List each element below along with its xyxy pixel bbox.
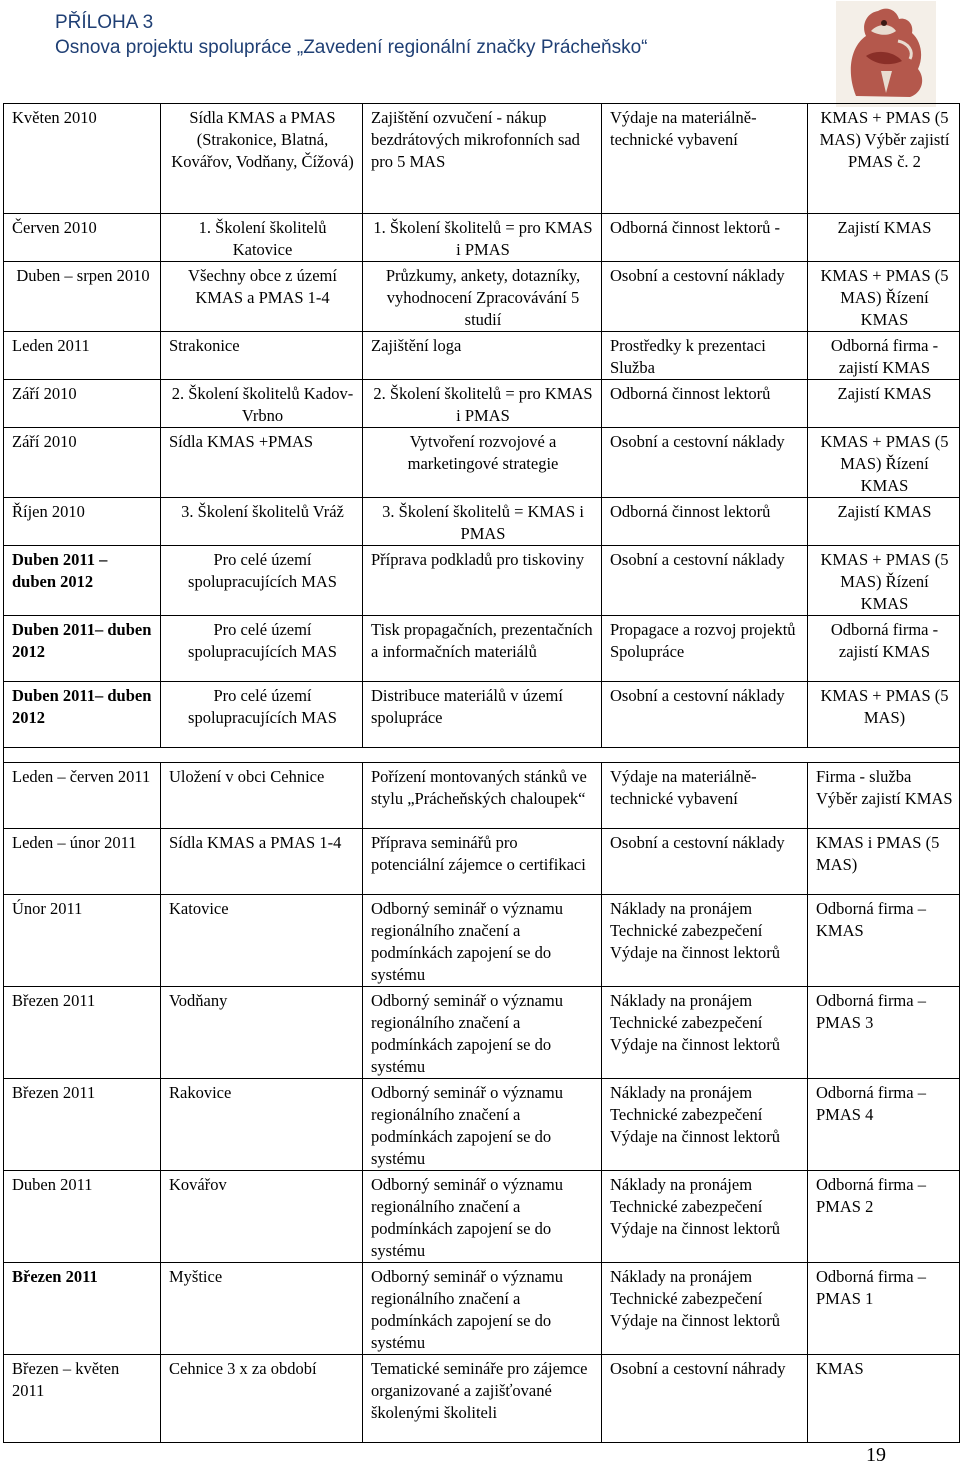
table-row xyxy=(4,895,960,987)
cost-cell: Osobní a cestovní náklady xyxy=(602,546,808,616)
cost-cell: Osobní a cestovní náklady xyxy=(602,682,808,748)
responsible-cell: Zajistí KMAS xyxy=(808,214,960,262)
place-cell: Pro celé území spolupracujících MAS xyxy=(161,546,363,616)
responsible-cell: KMAS xyxy=(808,1355,960,1443)
cost-cell: Náklady na pronájem Technické zabezpečení Výdaje na činnost lektorů xyxy=(602,1079,808,1171)
place-cell: 2. Školení školitelů Kadov-Vrbno xyxy=(161,380,363,428)
place-cell: Sídla KMAS +PMAS xyxy=(161,428,363,498)
activity-cell: Odborný seminář o významu regionálního značení a podmínkách zapojení se do systému xyxy=(363,1171,602,1263)
responsible-cell: Zajistí KMAS xyxy=(808,380,960,428)
cost-cell: Odborná činnost lektorů xyxy=(602,498,808,546)
date-cell: Duben 2011– duben 2012 xyxy=(4,682,161,748)
place-cell: Kovářov xyxy=(161,1171,363,1263)
responsible-cell: Odborná firma - zajistí KMAS xyxy=(808,616,960,682)
place-cell: Vodňany xyxy=(161,987,363,1079)
document-subtitle: Osnova projektu spolupráce „Zavedení regionální značky Prácheňsko“ xyxy=(55,37,648,58)
activity-cell: Zajištění loga xyxy=(363,332,602,380)
cost-cell: Výdaje na materiálně-technické vybavení xyxy=(602,104,808,214)
section-gap xyxy=(4,748,960,763)
date-cell: Říjen 2010 xyxy=(4,498,161,546)
cost-cell: Osobní a cestovní náklady xyxy=(602,262,808,332)
responsible-cell: KMAS + PMAS (5 MAS) Řízení KMAS xyxy=(808,428,960,498)
date-cell: Leden – únor 2011 xyxy=(4,829,161,895)
page-number: 19 xyxy=(866,1444,886,1466)
activity-cell: 3. Školení školitelů = KMAS i PMAS xyxy=(363,498,602,546)
table-row xyxy=(4,380,960,428)
responsible-cell: Odborná firma – PMAS 4 xyxy=(808,1079,960,1171)
table-row xyxy=(4,616,960,682)
date-cell: Květen 2010 xyxy=(4,104,161,214)
date-cell: Březen 2011 xyxy=(4,1079,161,1171)
cost-cell: Propagace a rozvoj projektů Spolupráce xyxy=(602,616,808,682)
place-cell: 3. Školení školitelů Vráž xyxy=(161,498,363,546)
responsible-cell: KMAS + PMAS (5 MAS) Výběr zajistí PMAS č. 2 xyxy=(808,104,960,214)
table-row xyxy=(4,104,960,214)
table-row xyxy=(4,546,960,616)
cost-cell: Odborná činnost lektorů - xyxy=(602,214,808,262)
table-row xyxy=(4,1079,960,1171)
date-cell: Červen 2010 xyxy=(4,214,161,262)
table-row xyxy=(4,987,960,1079)
table-row xyxy=(4,428,960,498)
cost-cell: Prostředky k prezentaci Služba xyxy=(602,332,808,380)
responsible-cell: Zajistí KMAS xyxy=(808,498,960,546)
place-cell: Všechny obce z území KMAS a PMAS 1-4 xyxy=(161,262,363,332)
date-cell: Březen 2011 xyxy=(4,1263,161,1355)
activity-cell: Zajištění ozvučení - nákup bezdrátových mikrofonních sad pro 5 MAS xyxy=(363,104,602,214)
activity-cell: Distribuce materiálů v území spolupráce xyxy=(363,682,602,748)
place-cell: Katovice xyxy=(161,895,363,987)
date-cell: Duben – srpen 2010 xyxy=(4,262,161,332)
cost-cell: Náklady na pronájem Technické zabezpečení Výdaje na činnost lektorů xyxy=(602,1171,808,1263)
responsible-cell: Firma - služba Výběr zajistí KMAS xyxy=(808,763,960,829)
activity-cell: Tematické semináře pro zájemce organizované a zajišťované školenými školiteli xyxy=(363,1355,602,1443)
place-cell: Sídla KMAS a PMAS 1-4 xyxy=(161,829,363,895)
cost-cell: Osobní a cestovní náklady xyxy=(602,829,808,895)
activity-cell: Příprava seminářů pro potenciální zájemce o certifikaci xyxy=(363,829,602,895)
activity-cell: Průzkumy, ankety, dotazníky, vyhodnocení Zpracovávání 5 studií xyxy=(363,262,602,332)
activity-cell: Vytvoření rozvojové a marketingové strategie xyxy=(363,428,602,498)
responsible-cell: KMAS i PMAS (5 MAS) xyxy=(808,829,960,895)
responsible-cell: Odborná firma – PMAS 1 xyxy=(808,1263,960,1355)
responsible-cell: KMAS + PMAS (5 MAS) Řízení KMAS xyxy=(808,546,960,616)
date-cell: Duben 2011 xyxy=(4,1171,161,1263)
place-cell: Rakovice xyxy=(161,1079,363,1171)
responsible-cell: Odborná firma – KMAS xyxy=(808,895,960,987)
cost-cell: Náklady na pronájem Technické zabezpečení Výdaje na činnost lektorů xyxy=(602,987,808,1079)
date-cell: Únor 2011 xyxy=(4,895,161,987)
date-cell: Duben 2011– duben 2012 xyxy=(4,616,161,682)
responsible-cell: KMAS + PMAS (5 MAS) Řízení KMAS xyxy=(808,262,960,332)
table-row xyxy=(4,1355,960,1443)
place-cell: Pro celé území spolupracujících MAS xyxy=(161,682,363,748)
place-cell: Sídla KMAS a PMAS (Strakonice, Blatná, Kovářov, Vodňany, Čížová) xyxy=(161,104,363,214)
responsible-cell: KMAS + PMAS (5 MAS) xyxy=(808,682,960,748)
place-cell: 1. Školení školitelů Katovice xyxy=(161,214,363,262)
date-cell: Září 2010 xyxy=(4,428,161,498)
place-cell: Strakonice xyxy=(161,332,363,380)
table-row xyxy=(4,829,960,895)
project-schedule-table xyxy=(3,103,960,1443)
activity-cell: Tisk propagačních, prezentačních a informačních materiálů xyxy=(363,616,602,682)
table-row xyxy=(4,498,960,546)
place-cell: Cehnice 3 x za období xyxy=(161,1355,363,1443)
gap-cell xyxy=(4,748,960,763)
cost-cell: Odborná činnost lektorů xyxy=(602,380,808,428)
table-row xyxy=(4,682,960,748)
cost-cell: Náklady na pronájem Technické zabezpečení Výdaje na činnost lektorů xyxy=(602,1263,808,1355)
date-cell: Leden 2011 xyxy=(4,332,161,380)
cost-cell: Náklady na pronájem Technické zabezpečení Výdaje na činnost lektorů xyxy=(602,895,808,987)
date-cell: Leden – červen 2011 xyxy=(4,763,161,829)
place-cell: Uložení v obci Cehnice xyxy=(161,763,363,829)
cost-cell: Osobní a cestovní náklady xyxy=(602,428,808,498)
date-cell: Březen 2011 xyxy=(4,987,161,1079)
table-row xyxy=(4,763,960,829)
activity-cell: Odborný seminář o významu regionálního značení a podmínkách zapojení se do systému xyxy=(363,1079,602,1171)
date-cell: Březen – květen 2011 xyxy=(4,1355,161,1443)
table-row xyxy=(4,1263,960,1355)
activity-cell: 2. Školení školitelů = pro KMAS i PMAS xyxy=(363,380,602,428)
table-row xyxy=(4,1171,960,1263)
cost-cell: Výdaje na materiálně-technické vybavení xyxy=(602,763,808,829)
responsible-cell: Odborná firma – PMAS 2 xyxy=(808,1171,960,1263)
activity-cell: 1. Školení školitelů = pro KMAS i PMAS xyxy=(363,214,602,262)
heraldic-lion-emblem-icon xyxy=(836,1,936,107)
activity-cell: Odborný seminář o významu regionálního značení a podmínkách zapojení se do systému xyxy=(363,1263,602,1355)
responsible-cell: Odborná firma – PMAS 3 xyxy=(808,987,960,1079)
responsible-cell: Odborná firma - zajistí KMAS xyxy=(808,332,960,380)
activity-cell: Příprava podkladů pro tiskoviny xyxy=(363,546,602,616)
place-cell: Pro celé území spolupracujících MAS xyxy=(161,616,363,682)
date-cell: Duben 2011 – duben 2012 xyxy=(4,546,161,616)
table-row xyxy=(4,262,960,332)
table-row xyxy=(4,214,960,262)
activity-cell: Pořízení montovaných stánků ve stylu „Prácheňských chaloupek“ xyxy=(363,763,602,829)
cost-cell: Osobní a cestovní náhrady xyxy=(602,1355,808,1443)
date-cell: Září 2010 xyxy=(4,380,161,428)
activity-cell: Odborný seminář o významu regionálního značení a podmínkách zapojení se do systému xyxy=(363,987,602,1079)
page-header xyxy=(55,10,648,60)
table-row xyxy=(4,332,960,380)
appendix-title: PŘÍLOHA 3 xyxy=(55,12,154,33)
place-cell: Myštice xyxy=(161,1263,363,1355)
activity-cell: Odborný seminář o významu regionálního značení a podmínkách zapojení se do systému xyxy=(363,895,602,987)
